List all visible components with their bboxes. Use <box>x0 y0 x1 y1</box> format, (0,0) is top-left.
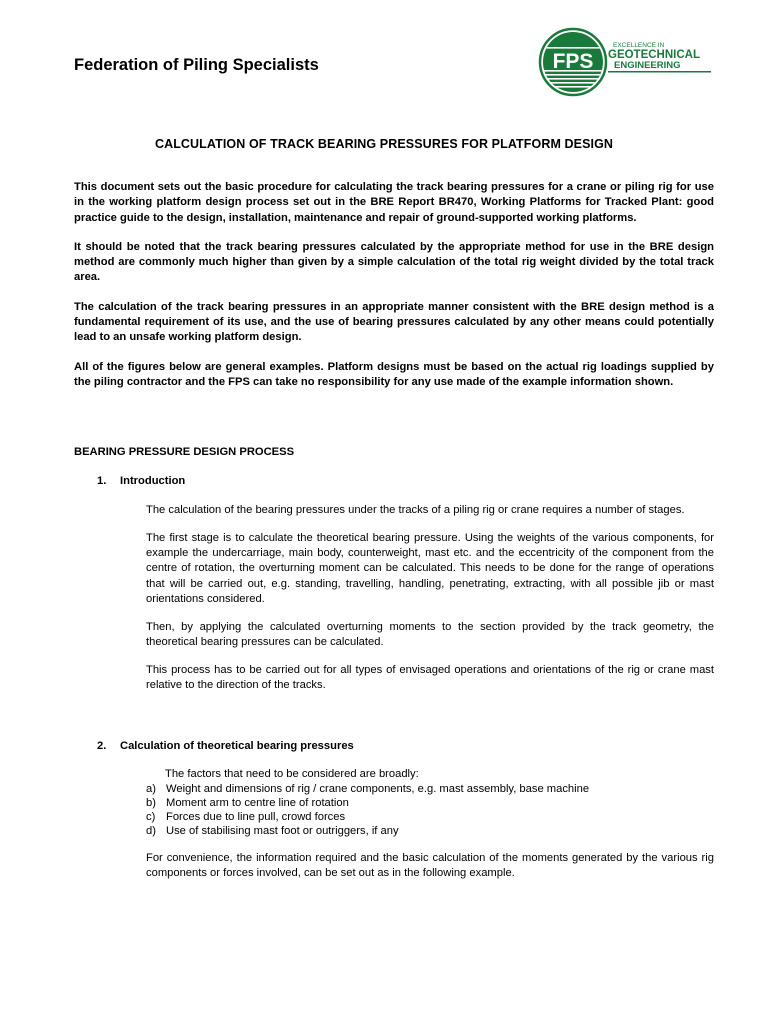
intro-paragraph: It should be noted that the track bearing pressures calculated by the appropriate method for use in the BRE design method are commonly much higher than given by a simple calculation of the total rig weight divided by the total track area. <box>74 240 714 284</box>
list-letter: a) <box>146 783 156 795</box>
logo-line1: GEOTECHNICAL <box>608 49 700 61</box>
list-item <box>146 810 589 824</box>
section-heading: BEARING PRESSURE DESIGN PROCESS <box>74 446 295 458</box>
subsection-heading-introduction <box>97 475 185 487</box>
factors-lead: The factors that need to be considered are broadly: <box>165 768 419 780</box>
list-letter: b) <box>146 797 156 809</box>
organization-name: Federation of Piling Specialists <box>74 56 319 74</box>
body-paragraph: Then, by applying the calculated overturning moments to the section provided by the track geometry, the theoretical bearing pressures can be calculated. <box>146 620 714 649</box>
body-paragraph: The calculation of the bearing pressures under the tracks of a piling rig or crane requires a number of stages. <box>146 504 685 516</box>
logo-letters: FPS <box>552 50 594 73</box>
list-text: Forces due to line pull, crowd forces <box>166 811 346 823</box>
intro-paragraph: All of the figures below are general examples. Platform designs must be based on the actual rig loadings supplied by the piling contractor and the FPS can take no responsibility for any use made of the example information shown. <box>74 360 714 388</box>
list-letter: d) <box>146 825 156 837</box>
list-letter: c) <box>146 811 156 823</box>
list-item <box>146 824 589 838</box>
body-paragraph: The first stage is to calculate the theoretical bearing pressure. Using the weights of the various components, for example the undercarriage, main body, counterweight, mast etc. and the eccentricity of the component from the centre of rotation, the overturning moment can be calculated. This needs to be done for the range of operations that will be carried out, e.g. standing, travelling, handling, penetrating, extracting, with all possible jib or mast orientations considered. <box>146 531 714 605</box>
factor-list <box>146 782 589 838</box>
list-text: Weight and dimensions of rig / crane components, e.g. mast assembly, base machine <box>166 783 590 795</box>
subsection-number: 2. <box>97 740 107 752</box>
subsection-title: Introduction <box>120 475 186 487</box>
introduction-body <box>146 503 714 706</box>
logo-line2: ENGINEERING <box>614 60 681 71</box>
logo-underline <box>608 71 711 73</box>
list-text: Use of stabilising mast foot or outriggers, if any <box>166 825 399 837</box>
closing-paragraph: For convenience, the information required and the basic calculation of the moments generated by the various rig components or forces involved, can be set out as in the following example. <box>146 852 714 880</box>
list-item <box>146 782 589 796</box>
list-text: Moment arm to centre line of rotation <box>166 797 349 809</box>
intro-section <box>74 180 714 404</box>
document-title: CALCULATION OF TRACK BEARING PRESSURES FOR PLATFORM DESIGN <box>154 137 614 151</box>
fps-logo <box>538 27 718 97</box>
logo-tagline: EXCELLENCE IN <box>613 42 665 49</box>
body-paragraph: This process has to be carried out for all types of envisaged operations and orientations of the rig or crane mast relative to the direction of the tracks. <box>146 663 714 692</box>
list-item <box>146 796 589 810</box>
intro-paragraph: The calculation of the track bearing pressures in an appropriate manner consistent with the BRE design method is a fundamental requirement of its use, and the use of bearing pressures calculated by any other means could potentially lead to an unsafe working platform design. <box>74 300 714 344</box>
subsection-heading-calculation <box>97 740 354 752</box>
intro-paragraph: This document sets out the basic procedure for calculating the track bearing pressures for a crane or piling rig for use in the working platform design process set out in the BRE Report BR470, Working Platforms for Tracked Plant: good practice guide to the design, installation, maintenance and repair of ground-supported working platforms. <box>74 181 714 224</box>
subsection-number: 1. <box>97 475 107 487</box>
subsection-title: Calculation of theoretical bearing pressures <box>120 740 354 752</box>
